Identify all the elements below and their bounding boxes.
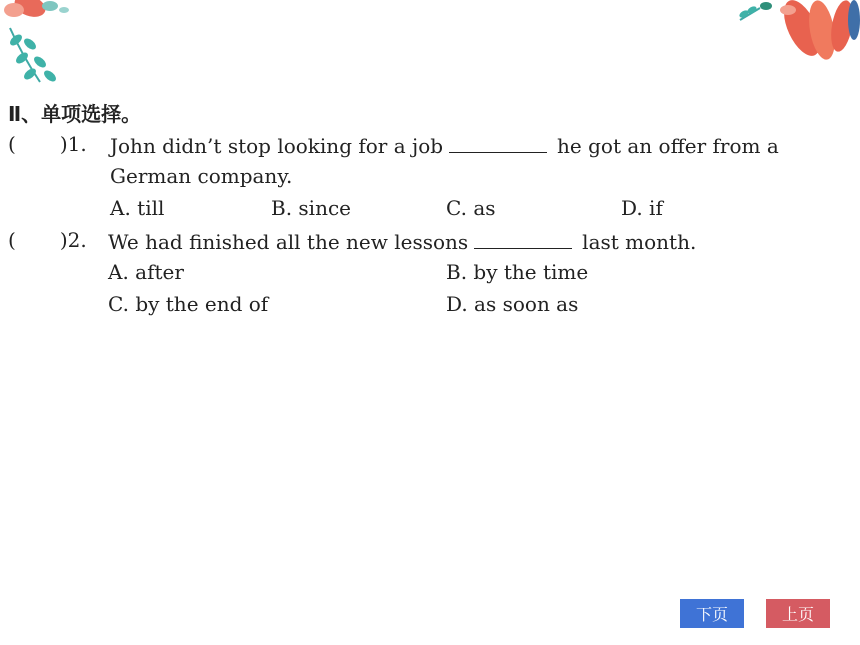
option-letter: D.: [446, 292, 468, 316]
prev-page-button[interactable]: [766, 599, 830, 628]
question-1-line-1: [8, 132, 87, 156]
option-text: as: [473, 196, 496, 220]
option-text: as soon as: [474, 292, 579, 316]
option-letter: C.: [446, 196, 467, 220]
question-2-fill-blank: [474, 228, 572, 249]
question-1-option-c[interactable]: [446, 196, 496, 220]
question-2-stem: [108, 228, 696, 254]
question-1-text-after: he got an offer from a: [557, 134, 779, 158]
question-2-option-b[interactable]: [446, 260, 588, 284]
question-2-text-before: We had finished all the new lessons: [108, 230, 469, 254]
option-text: if: [649, 196, 663, 220]
option-letter: D.: [621, 196, 643, 220]
question-1-text-before: John didn’t stop looking for a job: [110, 134, 444, 158]
prev-page-label: 上页: [781, 605, 814, 624]
next-page-label: 下页: [695, 605, 728, 624]
option-letter: B.: [446, 260, 468, 284]
option-text: by the end of: [135, 292, 269, 316]
question-1-stem: [110, 132, 779, 158]
leaf-decoration-top-left: [0, 0, 80, 90]
option-letter: A.: [110, 196, 131, 220]
leaf-decoration-top-right: [730, 0, 860, 75]
question-1-fill-blank: [449, 132, 547, 153]
question-2-text-after: last month.: [582, 230, 697, 254]
question-2-option-c[interactable]: [108, 292, 268, 316]
question-1-option-a[interactable]: [110, 196, 164, 220]
next-page-button[interactable]: [680, 599, 744, 628]
option-text: till: [137, 196, 165, 220]
option-letter: B.: [271, 196, 293, 220]
option-letter: A.: [108, 260, 129, 284]
question-2-number: )2.: [59, 228, 87, 252]
question-2-option-d[interactable]: [446, 292, 578, 316]
question-1-option-b[interactable]: [271, 196, 351, 220]
question-2-line-1: [8, 228, 87, 252]
question-2-option-a[interactable]: [108, 260, 184, 284]
question-2-paren-open: (: [8, 228, 16, 252]
question-1-paren-open: (: [8, 132, 16, 156]
option-letter: C.: [108, 292, 129, 316]
option-text: since: [298, 196, 351, 220]
question-1-option-d[interactable]: [621, 196, 663, 220]
section-title: Ⅱ、单项选择。: [8, 102, 142, 126]
question-1-stem-line-2: German company.: [110, 164, 293, 188]
option-text: after: [135, 260, 184, 284]
question-1-number: )1.: [59, 132, 87, 156]
option-text: by the time: [473, 260, 589, 284]
